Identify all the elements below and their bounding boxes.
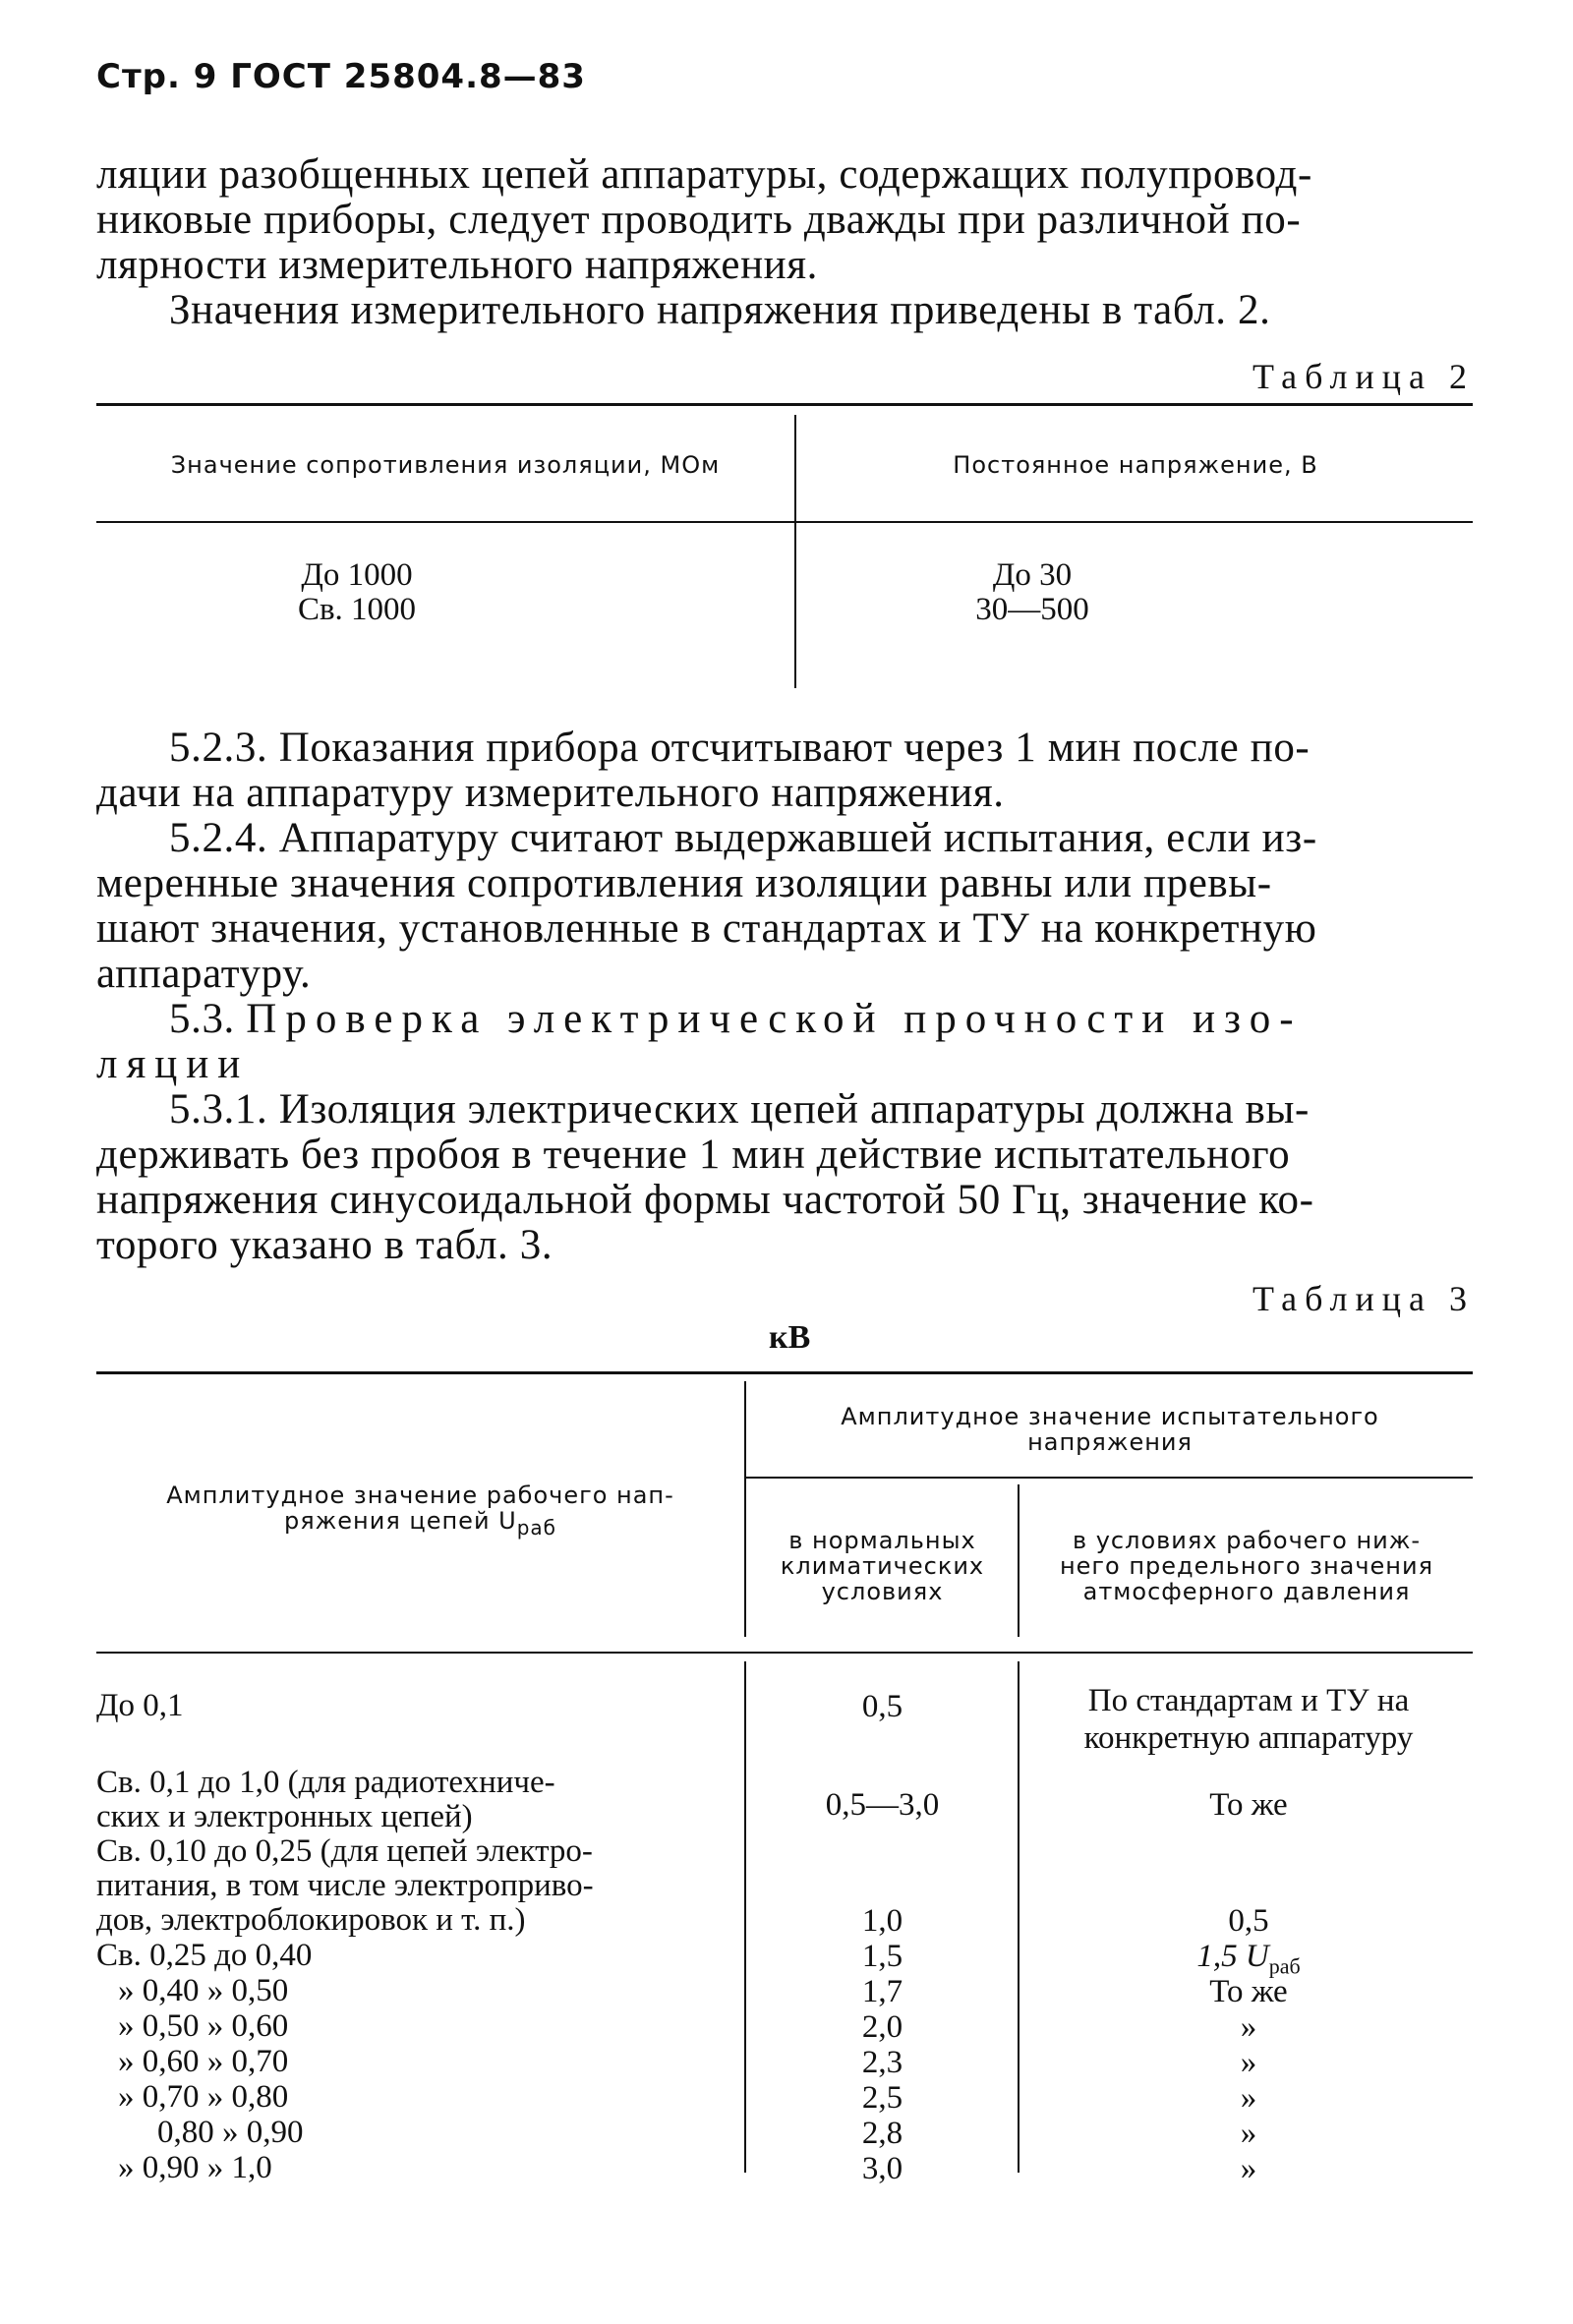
- table-row-voltage: » 0,90 » 1,0: [118, 2150, 272, 2185]
- table2-top-rule: [96, 403, 1473, 406]
- table-row-low-pressure: »: [1240, 2151, 1257, 2186]
- table-row-low-pressure: По стандартам и ТУ на: [1087, 1683, 1410, 1718]
- text-line: дачи на аппаратуру измерительного напряжения.: [96, 770, 1005, 816]
- table3-top-rule: [96, 1371, 1473, 1374]
- section-title-cont: ляции: [96, 1041, 250, 1087]
- section-5-3-heading: [96, 997, 1473, 1087]
- table-row-normal: 2,8: [861, 2116, 903, 2151]
- table3-body-divider-1: [744, 1661, 746, 2173]
- table-row-normal: 2,3: [861, 2045, 903, 2080]
- table-row-low-pressure: »: [1240, 2009, 1257, 2045]
- text-line: никовые приборы, следует проводить дважды при различной по-: [96, 197, 1302, 243]
- text-line: Значения измерительного напряжения приведены в табл. 2.: [169, 287, 1271, 333]
- table-row-low-pressure: »: [1240, 2045, 1257, 2080]
- table-row-normal: 1,7: [861, 1974, 903, 2009]
- table-row-voltage: Св. 0,1 до 1,0 (для радиотехниче-: [96, 1765, 555, 1800]
- table2-col2-header: Постоянное напряжение, В: [953, 451, 1318, 479]
- table2-row-resistance: До 1000: [301, 557, 413, 593]
- table-row-voltage: » 0,70 » 0,80: [118, 2079, 289, 2115]
- table-row-voltage: ских и электронных цепей): [96, 1799, 473, 1834]
- table-row-voltage: 0,80 » 0,90: [157, 2115, 304, 2150]
- table2-caption: Таблица 2: [1253, 357, 1475, 396]
- table-row-voltage: Св. 0,25 до 0,40: [96, 1938, 313, 1973]
- text-line: 5.2.3. Показания прибора отсчитывают через 1 мин после по-: [169, 725, 1311, 771]
- text-line: 5.2.4. Аппаратуру считают выдержавшей испытания, если из-: [169, 815, 1317, 861]
- page-header: Стр. 9 ГОСТ 25804.8—83: [96, 57, 586, 96]
- table-row-voltage: Св. 0,10 до 0,25 (для цепей электро-: [96, 1833, 593, 1869]
- table-row-voltage: дов, электроблокировок и т. п.): [96, 1902, 526, 1938]
- table-row-voltage: » 0,50 » 0,60: [118, 2008, 289, 2044]
- table-row-normal: 2,5: [861, 2080, 903, 2116]
- table2-row-voltage: 30—500: [975, 592, 1089, 627]
- table-row-normal: 3,0: [861, 2151, 903, 2186]
- table3-col3-header: в условиях рабочего ниж- него предельного значения атмосферного давления: [1059, 1527, 1434, 1605]
- table-row-low-pressure: 0,5: [1228, 1903, 1269, 1939]
- table-row-low-pressure: То же: [1209, 1974, 1288, 2009]
- table-row-low-pressure: »: [1240, 2080, 1257, 2116]
- text-line: торого указано в табл. 3.: [96, 1222, 553, 1268]
- table3-divider-1: [744, 1381, 746, 1637]
- table3-unit: кВ: [769, 1319, 811, 1356]
- text-line: ляции разобщенных цепей аппаратуры, содержащих полупровод-: [96, 151, 1312, 198]
- table-row-normal: 1,0: [861, 1903, 903, 1939]
- text-line: шают значения, установленные в стандартах и ТУ на конкретную: [96, 905, 1317, 952]
- table3-group-rule: [744, 1477, 1473, 1479]
- text-line: напряжения синусоидальной формы частотой 50 Гц, значение ко-: [96, 1177, 1314, 1223]
- table-row-low-pressure: 1,5 $U_{раб}$: [1196, 1939, 1301, 1979]
- table-row-normal: 2,0: [861, 2009, 903, 2045]
- table3-group-header: Амплитудное значение испытательного напряжения: [841, 1403, 1379, 1456]
- table-row-voltage: До 0,1: [96, 1688, 184, 1723]
- table3-body-divider-2: [1018, 1661, 1020, 2173]
- text-line: меренные значения сопротивления изоляции равны или превы-: [96, 860, 1272, 906]
- table3-caption: Таблица 3: [1253, 1279, 1475, 1318]
- text-line: 5.3.1. Изоляция электрических цепей аппаратуры должна вы-: [169, 1086, 1310, 1133]
- table-row-low-pressure: »: [1240, 2116, 1257, 2151]
- table2-row-resistance: Св. 1000: [297, 592, 417, 627]
- table2-row-voltage: До 30: [992, 557, 1073, 593]
- table-row-normal: 0,5: [861, 1689, 903, 1724]
- table-row-voltage: » 0,40 » 0,50: [118, 1973, 289, 2008]
- table-row-low-pressure: То же: [1209, 1787, 1288, 1823]
- table-row-normal: 0,5—3,0: [825, 1787, 940, 1823]
- section-5-2-3: [96, 726, 1473, 816]
- table-row-normal: 1,5: [861, 1939, 903, 1974]
- table-row-voltage: питания, в том числе электроприво-: [96, 1868, 594, 1903]
- section-5-3-1: [96, 1087, 1473, 1268]
- text-line: держивать без пробоя в течение 1 мин действие испытательного: [96, 1132, 1291, 1178]
- table2-col1-header: Значение сопротивления изоляции, МОм: [170, 451, 721, 479]
- section-number: 5.3.: [169, 996, 235, 1042]
- intro-paragraph: [96, 152, 1473, 333]
- table3-col1-header: Амплитудное значение рабочего нап- ряжения цепей $U_{раб}$: [166, 1482, 674, 1540]
- text-line: лярности измерительного напряжения.: [96, 242, 819, 288]
- text-line: аппаратуру.: [96, 951, 312, 997]
- section-title: Проверка электрической прочности изо-: [246, 996, 1303, 1042]
- table-row-low-pressure: конкретную аппаратуру: [1083, 1720, 1414, 1756]
- table-row-voltage: » 0,60 » 0,70: [118, 2044, 289, 2079]
- section-5-2-4: [96, 816, 1473, 997]
- table2-header-rule: [96, 521, 1473, 523]
- table3-divider-2: [1018, 1484, 1020, 1637]
- table3-col2-header: в нормальных климатических условиях: [780, 1527, 985, 1605]
- table3-header-rule: [96, 1652, 1473, 1654]
